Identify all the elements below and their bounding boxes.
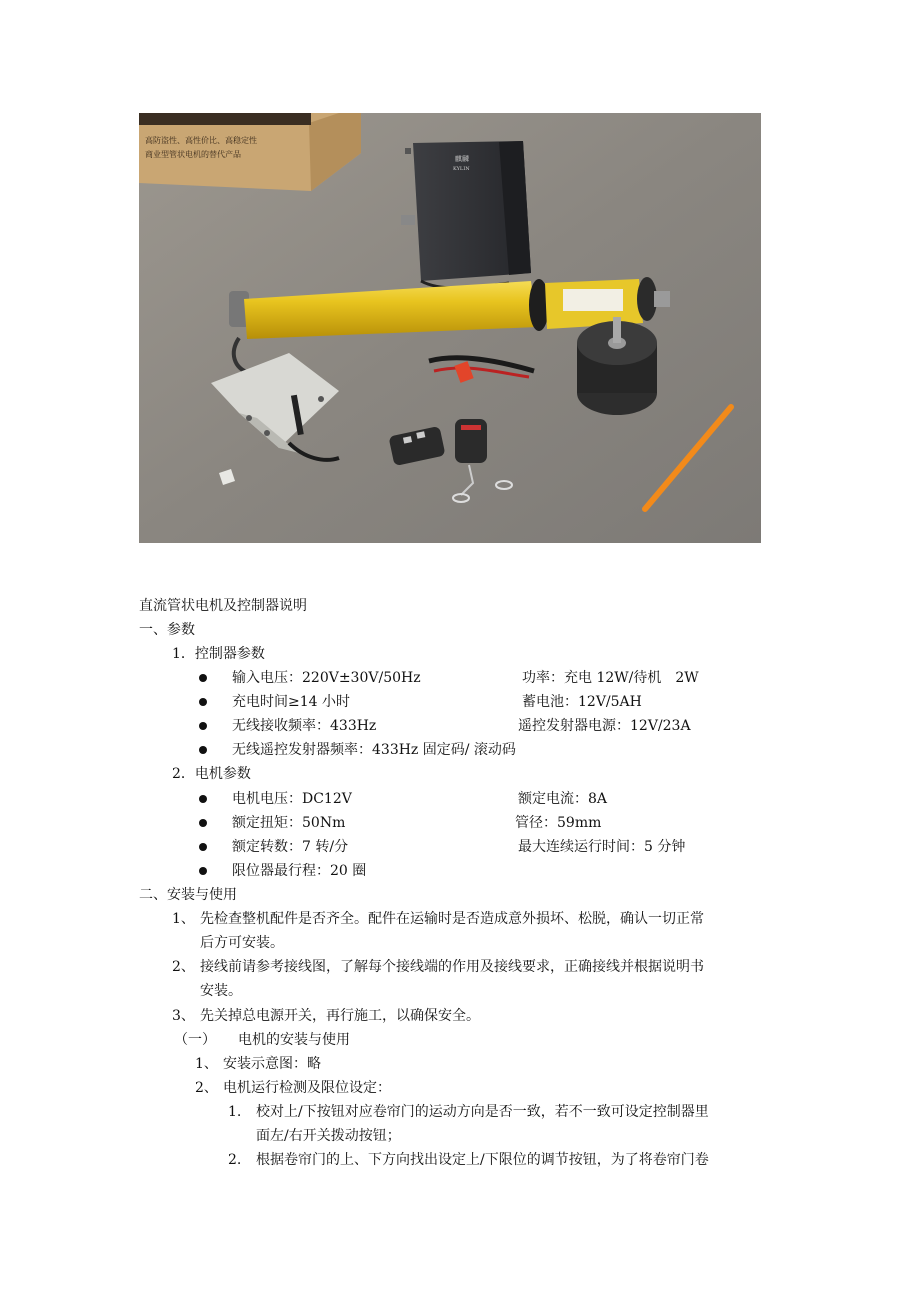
part1-num: （一）: [174, 1032, 216, 1048]
motor-param-right: 额定电流：8A: [518, 791, 608, 807]
bullet-icon: [199, 843, 207, 851]
controller-param-left: 充电时间≥14 小时: [232, 694, 350, 710]
section1-heading: 一、参数: [139, 622, 195, 638]
install-step-text: 先关掉总电源开关，再行施工，以确保安全。: [200, 1008, 480, 1024]
step-text-cont: 面左/右开关拨动按钮；: [256, 1128, 401, 1144]
motor-param-left: 电机电压：DC12V: [232, 791, 352, 807]
step-num: 2.: [228, 1152, 242, 1168]
part1-item-text: 电机运行检测及限位设定：: [223, 1080, 391, 1096]
part1-item-text: 安装示意图：略: [223, 1056, 321, 1072]
bullet-icon: [199, 746, 207, 754]
controller-brand: 麒麟: [455, 155, 469, 163]
bullet-icon: [199, 795, 207, 803]
controller-brand-en: KYLIN: [453, 166, 470, 172]
step-text: 根据卷帘门的上、下方向找出设定上/下限位的调节按钮，为了将卷帘门卷: [256, 1152, 709, 1168]
section2-heading: 二、安装与使用: [139, 887, 237, 903]
part1-heading: 电机的安装与使用: [238, 1032, 350, 1048]
bullet-icon: [199, 819, 207, 827]
bullet-icon: [199, 867, 207, 875]
controller-param-left: 输入电压：220V±30V/50Hz: [232, 670, 421, 686]
step-text: 校对上/下按钮对应卷帘门的运动方向是否一致，若不一致可设定控制器里: [256, 1104, 709, 1120]
install-step-num: 2、: [172, 959, 195, 975]
bullet-icon: [199, 698, 207, 706]
end-cap: [577, 317, 657, 415]
bullet-icon: [199, 722, 207, 730]
install-step-text: 接线前请参考接线图，了解每个接线端的作用及接线要求，正确接线并根据说明书: [200, 959, 704, 975]
install-step-text-cont: 后方可安装。: [200, 935, 284, 951]
install-step-text-cont: 安装。: [200, 983, 242, 999]
step-num: 1.: [228, 1104, 242, 1120]
install-step-num: 1、: [172, 911, 195, 927]
controller-param-left: 无线接收频率：433Hz: [232, 718, 377, 734]
product-photo: [139, 113, 761, 543]
controller-param-right: 功率：充电 12W/待机 2W: [522, 670, 699, 686]
part1-item-num: 2、: [195, 1080, 218, 1096]
motor-param-right: 最大连续运行时间：5 分钟: [518, 839, 686, 855]
sub2-heading: 2．电机参数: [172, 766, 251, 782]
motor-param-left: 额定扭矩：50Nm: [232, 815, 346, 831]
sub1-heading: 1．控制器参数: [172, 646, 265, 662]
box-label-line-2: 商业型管状电机的替代产品: [145, 150, 241, 159]
bullet-icon: [199, 674, 207, 682]
motor-param-left: 额定转数：7 转/分: [232, 839, 349, 855]
install-step-num: 3、: [172, 1008, 195, 1024]
document-title: 直流管状电机及控制器说明: [139, 598, 307, 614]
controller-param-left: 无线遥控发射器频率：433Hz 固定码/ 滚动码: [232, 742, 516, 758]
controller-param-right: 遥控发射器电源：12V/23A: [518, 718, 691, 734]
controller-param-right: 蓄电池：12V/5AH: [522, 694, 642, 710]
part1-item-num: 1、: [195, 1056, 218, 1072]
controller-unit: [401, 141, 531, 288]
motor-param-right: 管径：59mm: [515, 815, 602, 831]
box-label-line-1: 高防盗性、高性价比、高稳定性: [145, 136, 257, 145]
install-step-text: 先检查整机配件是否齐全。配件在运输时是否造成意外损坏、松脱，确认一切正常: [200, 911, 704, 927]
motor-param-left: 限位器最行程：20 圈: [232, 863, 367, 879]
